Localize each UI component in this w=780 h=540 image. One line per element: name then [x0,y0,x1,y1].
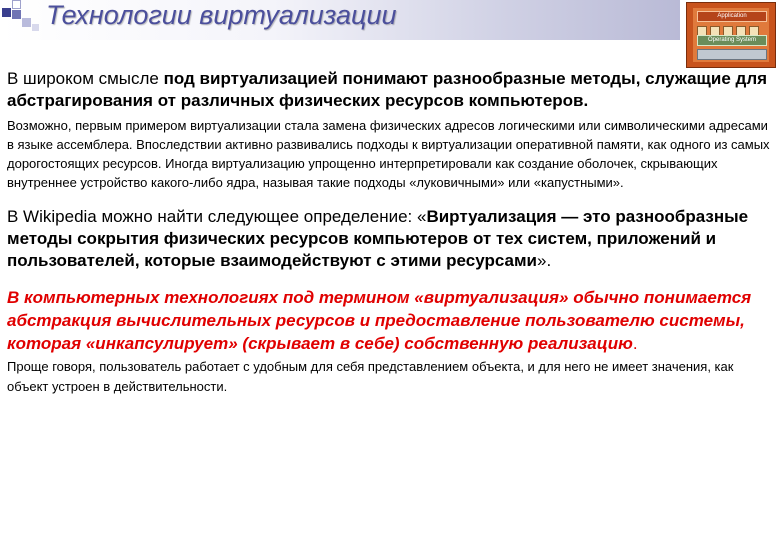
wiki-suffix: ». [536,251,552,270]
lead-paragraph [7,68,775,112]
thumbnail-application-label: Application [697,11,767,22]
lead-definition: под виртуализацией понимают разнообразные методы, служащие для абстрагирования от различных физических ресурсов компьютеров. [7,69,768,110]
history-paragraph: Возможно, первым примером виртуализации стала замена физических адресов логическими или символическими адресами в языке ассемблера. Впоследствии активно развивались подходы к виртуализации оперативной памяти, как одного из самых дорогостоящих ресурсов. Иногда виртуализацию упрощенно интерпретировали как создание оболочек, скрывающих внутреннее устройство какого-либо ядра, называя такие подходы «луковичными» или «капустными». [7,118,770,190]
closing-paragraph: Проще говоря, пользователь работает с удобным для себя представлением объекта, и для него не имеет значения, как объект устроен в действительности. [7,359,734,394]
virtualization-diagram-thumbnail [686,2,776,68]
highlighted-definition-period: . [632,334,638,353]
thumbnail-os-label: Operating System [697,35,767,46]
thumbnail-panel [693,8,769,62]
page-title: Технологии виртуализации [46,0,397,30]
thumbnail-icons [697,23,767,33]
highlighted-definition [7,286,775,355]
title-bullet-squares-icon [0,0,48,40]
lead-prefix: В широком смысле [7,69,164,88]
wiki-prefix: В Wikipedia можно найти следующее определение: « [7,207,427,226]
thumbnail-hardware-layer [697,49,767,60]
wiki-definition: Виртуализация — это разнообразные методы сокрытия физических ресурсов компьютеров от тех систем, приложений и пользователей, которые взаимодействуют с этими ресурсами [7,207,749,270]
highlighted-definition-text: В компьютерных технологиях под термином «виртуализация» обычно понимается абстракция вычислительных ресурсов и предоставление пользователю системы, которая «инкапсулирует» (скрывает в себе) собственную реализацию [7,288,752,353]
wikipedia-paragraph [7,206,775,272]
slide-content [7,68,775,397]
